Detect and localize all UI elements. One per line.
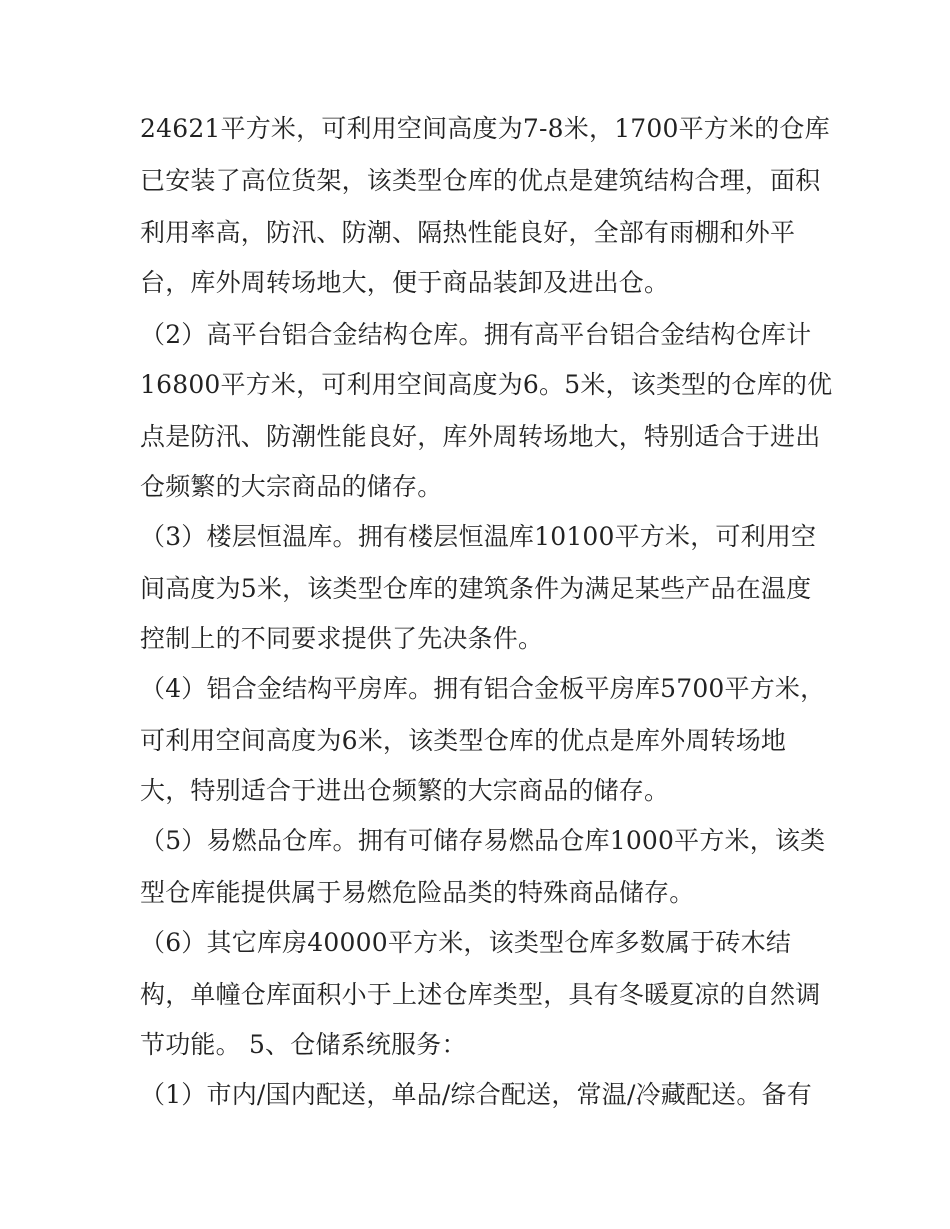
text-line: 型仓库能提供属于易燃危险品类的特殊商品储存。	[140, 878, 695, 907]
text-line: 节功能。 5、仓储系统服务：	[140, 1030, 467, 1059]
text-line: 构，单幢仓库面积小于上述仓库类型，具有冬暖夏凉的自然调	[140, 980, 821, 1009]
text-line: （4）铝合金结构平房库。拥有铝合金板平房库5700平方米，	[140, 674, 826, 703]
text-line: 仓频繁的大宗商品的储存。	[140, 472, 443, 501]
text-line: 台，库外周转场地大，便于商品装卸及进出仓。	[140, 268, 670, 297]
text-line: 大，特别适合于进出仓频繁的大宗商品的储存。	[140, 776, 670, 805]
text-line: （6）其它库房40000平方米，该类型仓库多数属于砖木结	[140, 928, 792, 957]
text-line: 利用率高，防汛、防潮、隔热性能良好，全部有雨棚和外平	[140, 218, 796, 247]
text-line: 可利用空间高度为6米，该类型仓库的优点是库外周转场地	[140, 726, 787, 755]
text-line: 16800平方米，可利用空间高度为6。5米，该类型的仓库的优	[140, 370, 833, 399]
text-line: 已安装了高位货架，该类型仓库的优点是建筑结构合理，面积	[140, 166, 821, 195]
text-line: （5）易燃品仓库。拥有可储存易燃品仓库1000平方米，该类	[140, 826, 826, 855]
text-line: （1）市内/国内配送，单品/综合配送，常温/冷藏配送。备有	[140, 1080, 812, 1109]
text-line: （2）高平台铝合金结构仓库。拥有高平台铝合金结构仓库计	[140, 320, 812, 349]
text-line: 24621平方米，可利用空间高度为7-8米，1700平方米的仓库	[140, 114, 830, 143]
text-line: （3）楼层恒温库。拥有楼层恒温库10100平方米，可利用空	[140, 522, 817, 551]
text-line: 间高度为5米，该类型仓库的建筑条件为满足某些产品在温度	[140, 574, 812, 603]
text-line: 控制上的不同要求提供了先决条件。	[140, 624, 544, 653]
text-line: 点是防汛、防潮性能良好，库外周转场地大，特别适合于进出	[140, 422, 821, 451]
